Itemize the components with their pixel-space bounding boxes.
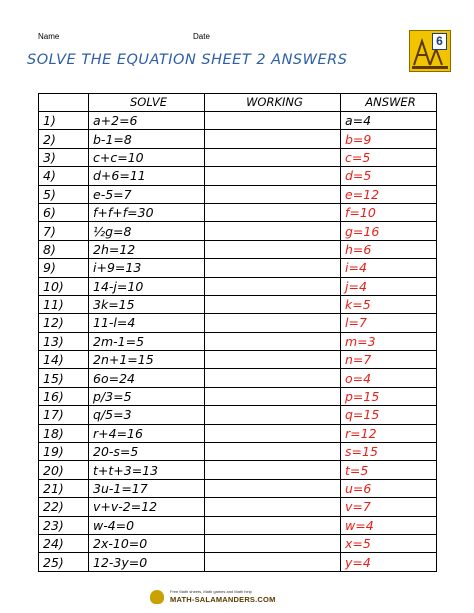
equation-cell: v+v-2=12 bbox=[89, 498, 205, 516]
working-cell[interactable] bbox=[205, 553, 341, 571]
table-row bbox=[39, 461, 437, 479]
answer-cell: o=4 bbox=[341, 369, 437, 387]
date-label: Date bbox=[193, 32, 210, 41]
equation-cell: 2h=12 bbox=[89, 240, 205, 258]
row-number: 19) bbox=[39, 443, 89, 461]
working-cell[interactable] bbox=[205, 167, 341, 185]
answer-cell: a=4 bbox=[341, 112, 437, 130]
equation-cell: c+c=10 bbox=[89, 148, 205, 166]
row-number: 14) bbox=[39, 351, 89, 369]
row-number: 15) bbox=[39, 369, 89, 387]
equation-cell: ½g=8 bbox=[89, 222, 205, 240]
working-cell[interactable] bbox=[205, 130, 341, 148]
table-row bbox=[39, 222, 437, 240]
answer-cell: n=7 bbox=[341, 351, 437, 369]
table-row bbox=[39, 112, 437, 130]
row-number: 1) bbox=[39, 112, 89, 130]
row-number: 18) bbox=[39, 424, 89, 442]
answer-cell: q=15 bbox=[341, 406, 437, 424]
equation-cell: a+2=6 bbox=[89, 112, 205, 130]
working-cell[interactable] bbox=[205, 277, 341, 295]
footer-brand-name: MATH-SALAMANDERS.COM bbox=[170, 595, 276, 604]
row-number: 8) bbox=[39, 240, 89, 258]
equation-cell: b-1=8 bbox=[89, 130, 205, 148]
working-cell[interactable] bbox=[205, 351, 341, 369]
header-solve: SOLVE bbox=[89, 94, 205, 112]
footer-owl-icon bbox=[150, 590, 164, 604]
answer-cell: u=6 bbox=[341, 479, 437, 497]
equation-cell: 2m-1=5 bbox=[89, 332, 205, 350]
working-cell[interactable] bbox=[205, 534, 341, 552]
working-cell[interactable] bbox=[205, 314, 341, 332]
row-number: 7) bbox=[39, 222, 89, 240]
working-cell[interactable] bbox=[205, 498, 341, 516]
equation-cell: 3u-1=17 bbox=[89, 479, 205, 497]
equation-cell: i+9=13 bbox=[89, 259, 205, 277]
row-number: 4) bbox=[39, 167, 89, 185]
table-row bbox=[39, 443, 437, 461]
row-number: 20) bbox=[39, 461, 89, 479]
working-cell[interactable] bbox=[205, 443, 341, 461]
table-row bbox=[39, 351, 437, 369]
table-row bbox=[39, 553, 437, 571]
header-number bbox=[39, 94, 89, 112]
table-row bbox=[39, 332, 437, 350]
answer-cell: y=4 bbox=[341, 553, 437, 571]
table-row bbox=[39, 148, 437, 166]
table-row bbox=[39, 203, 437, 221]
answer-cell: e=12 bbox=[341, 185, 437, 203]
table-row bbox=[39, 479, 437, 497]
row-number: 5) bbox=[39, 185, 89, 203]
equation-cell: 11-l=4 bbox=[89, 314, 205, 332]
answer-cell: k=5 bbox=[341, 295, 437, 313]
table-row bbox=[39, 387, 437, 405]
equation-cell: w-4=0 bbox=[89, 516, 205, 534]
footer-brand bbox=[150, 588, 300, 606]
answer-cell: g=16 bbox=[341, 222, 437, 240]
working-cell[interactable] bbox=[205, 516, 341, 534]
working-cell[interactable] bbox=[205, 240, 341, 258]
answer-cell: f=10 bbox=[341, 203, 437, 221]
answer-cell: t=5 bbox=[341, 461, 437, 479]
working-cell[interactable] bbox=[205, 479, 341, 497]
answer-cell: w=4 bbox=[341, 516, 437, 534]
working-cell[interactable] bbox=[205, 295, 341, 313]
equation-cell: t+t+3=13 bbox=[89, 461, 205, 479]
table-row bbox=[39, 167, 437, 185]
row-number: 21) bbox=[39, 479, 89, 497]
table-row bbox=[39, 369, 437, 387]
working-cell[interactable] bbox=[205, 222, 341, 240]
answer-cell: j=4 bbox=[341, 277, 437, 295]
row-number: 6) bbox=[39, 203, 89, 221]
working-cell[interactable] bbox=[205, 369, 341, 387]
equation-cell: 12-3y=0 bbox=[89, 553, 205, 571]
answer-cell: l=7 bbox=[341, 314, 437, 332]
equation-cell: 20-s=5 bbox=[89, 443, 205, 461]
table-row bbox=[39, 406, 437, 424]
working-cell[interactable] bbox=[205, 387, 341, 405]
header-working: WORKING bbox=[205, 94, 341, 112]
equation-cell: 2n+1=15 bbox=[89, 351, 205, 369]
equation-cell: 14-j=10 bbox=[89, 277, 205, 295]
page-title: SOLVE THE EQUATION SHEET 2 ANSWERS bbox=[27, 52, 348, 68]
working-cell[interactable] bbox=[205, 424, 341, 442]
answer-cell: p=15 bbox=[341, 387, 437, 405]
answer-cell: x=5 bbox=[341, 534, 437, 552]
equation-cell: q/5=3 bbox=[89, 406, 205, 424]
working-cell[interactable] bbox=[205, 203, 341, 221]
row-number: 12) bbox=[39, 314, 89, 332]
footer-tagline: Free Math sheets, Math games and Math help bbox=[170, 589, 252, 594]
equation-cell: p/3=5 bbox=[89, 387, 205, 405]
row-number: 17) bbox=[39, 406, 89, 424]
answer-cell: s=15 bbox=[341, 443, 437, 461]
working-cell[interactable] bbox=[205, 259, 341, 277]
table-row bbox=[39, 240, 437, 258]
equation-cell: 2x-10=0 bbox=[89, 534, 205, 552]
answer-cell: i=4 bbox=[341, 259, 437, 277]
answer-cell: h=6 bbox=[341, 240, 437, 258]
header-answer: ANSWER bbox=[341, 94, 437, 112]
answer-cell: c=5 bbox=[341, 148, 437, 166]
working-cell[interactable] bbox=[205, 461, 341, 479]
table-row bbox=[39, 295, 437, 313]
row-number: 23) bbox=[39, 516, 89, 534]
table-header-row bbox=[39, 94, 437, 112]
table-row bbox=[39, 516, 437, 534]
working-cell[interactable] bbox=[205, 406, 341, 424]
answer-cell: b=9 bbox=[341, 130, 437, 148]
equation-cell: e-5=7 bbox=[89, 185, 205, 203]
row-number: 2) bbox=[39, 130, 89, 148]
answer-cell: d=5 bbox=[341, 167, 437, 185]
working-cell[interactable] bbox=[205, 185, 341, 203]
working-cell[interactable] bbox=[205, 112, 341, 130]
table-row bbox=[39, 498, 437, 516]
table-row bbox=[39, 277, 437, 295]
row-number: 25) bbox=[39, 553, 89, 571]
table-row bbox=[39, 185, 437, 203]
row-number: 16) bbox=[39, 387, 89, 405]
equation-cell: d+6=11 bbox=[89, 167, 205, 185]
equation-cell: 3k=15 bbox=[89, 295, 205, 313]
answer-cell: v=7 bbox=[341, 498, 437, 516]
salamander-logo-icon bbox=[409, 30, 451, 72]
table-row bbox=[39, 424, 437, 442]
answer-cell: m=3 bbox=[341, 332, 437, 350]
equation-cell: r+4=16 bbox=[89, 424, 205, 442]
table-row bbox=[39, 130, 437, 148]
row-number: 24) bbox=[39, 534, 89, 552]
row-number: 13) bbox=[39, 332, 89, 350]
table-row bbox=[39, 314, 437, 332]
equation-cell: 6o=24 bbox=[89, 369, 205, 387]
table-row bbox=[39, 534, 437, 552]
answer-cell: r=12 bbox=[341, 424, 437, 442]
row-number: 9) bbox=[39, 259, 89, 277]
equation-cell: f+f+f=30 bbox=[89, 203, 205, 221]
row-number: 22) bbox=[39, 498, 89, 516]
row-number: 11) bbox=[39, 295, 89, 313]
grade-badge: 6 bbox=[432, 33, 447, 50]
name-label: Name bbox=[38, 32, 60, 41]
row-number: 3) bbox=[39, 148, 89, 166]
working-cell[interactable] bbox=[205, 148, 341, 166]
row-number: 10) bbox=[39, 277, 89, 295]
equation-table bbox=[38, 93, 437, 572]
table-row bbox=[39, 259, 437, 277]
working-cell[interactable] bbox=[205, 332, 341, 350]
